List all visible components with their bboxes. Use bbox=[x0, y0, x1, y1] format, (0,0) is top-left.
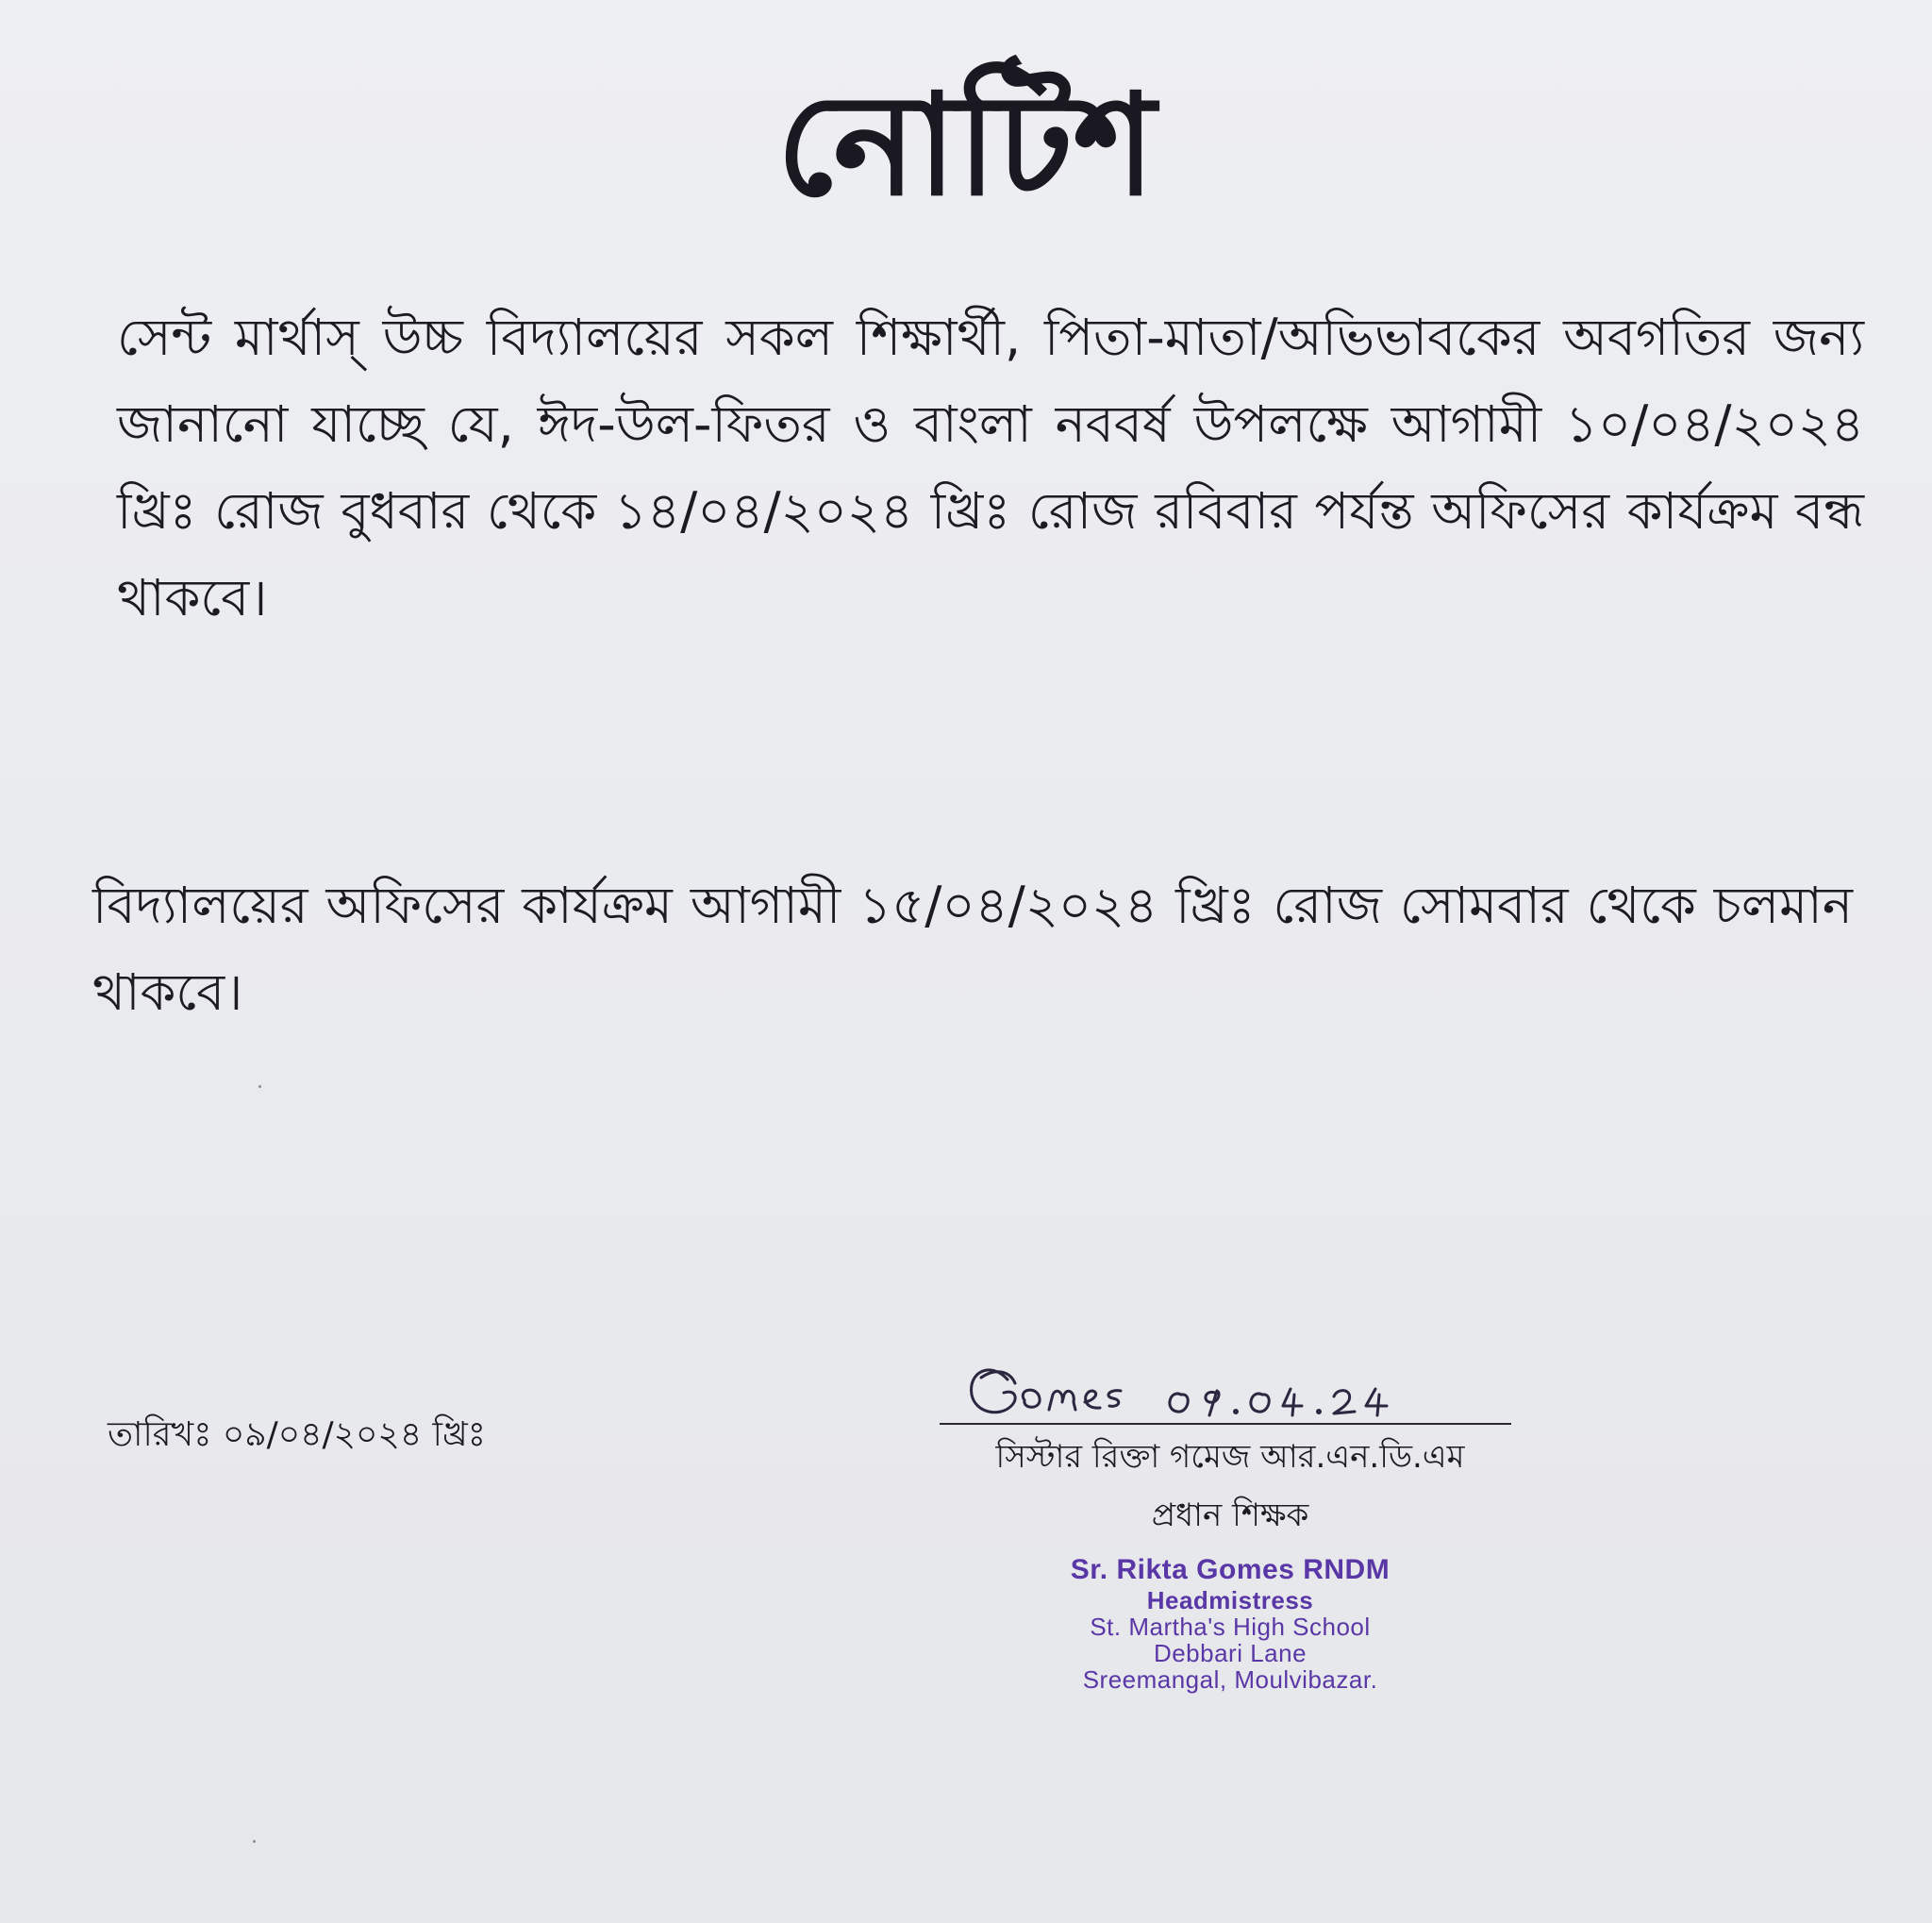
stamp-school: St. Martha's High School bbox=[1090, 1613, 1371, 1641]
notice-paragraph-resume: বিদ্যালয়ের অফিসের কার্যক্রম আগামী ১৫/০৪/২০২৪ খ্রিঃ রোজ সোমবার থেকে চলমান থাকবে। bbox=[92, 876, 1853, 1022]
stamp-title: Headmistress bbox=[1146, 1586, 1314, 1614]
signatory-name: সিস্টার রিক্তা গমেজ আর.এন.ডি.এম bbox=[995, 1438, 1465, 1476]
stamp-name: Sr. Rikta Gomes RNDM bbox=[1070, 1554, 1391, 1585]
handwritten-signature bbox=[962, 1351, 1528, 1430]
notice-date: তারিখঃ ০৯/০৪/২০২৪ খ্রিঃ bbox=[108, 1415, 486, 1454]
paper-speck bbox=[258, 1085, 261, 1088]
stamp-street: Debbari Lane bbox=[1153, 1639, 1307, 1667]
official-stamp bbox=[985, 1553, 1475, 1693]
stamp-city: Sreemangal, Moulvibazar. bbox=[1082, 1665, 1378, 1694]
notice-title: নোটিশ bbox=[776, 62, 1156, 226]
signatory-role: প্রধান শিক্ষক bbox=[1151, 1497, 1309, 1534]
signature-block bbox=[928, 1351, 1532, 1710]
signature-line bbox=[940, 1423, 1511, 1425]
notice-paragraph-closure: সেন্ট মার্থাস্ উচ্চ বিদ্যালয়ের সকল শিক্ষার্থী, পিতা-মাতা/অভিভাবকের অবগতির জন্য জানানো যাচ্ছে যে, ঈদ-উল-ফিতর ও বাংলা নববর্ষ উপলক্ষে আগামী ১০/০৪/২০২৪ খ্রিঃ রোজ বুধবার থেকে ১৪/০৪/২০২৪ খ্রিঃ রোজ রবিবার পর্যন্ত অফিসের কার্যক্রম বন্ধ থাকবে। bbox=[117, 308, 1864, 627]
paper-speck bbox=[253, 1840, 256, 1843]
